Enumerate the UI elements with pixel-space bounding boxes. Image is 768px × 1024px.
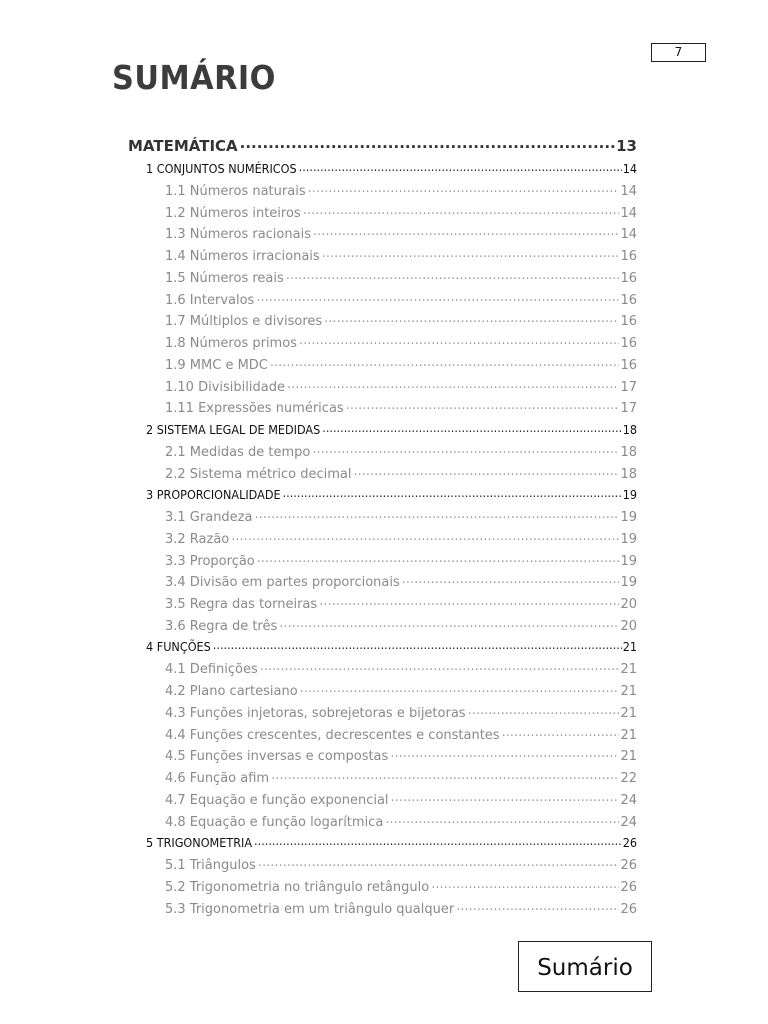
toc-entry-page: 16 <box>620 314 637 330</box>
toc-entry-label: 5.3 Trigonometria em um triângulo qualquer <box>165 901 455 917</box>
toc-item[interactable] <box>165 508 637 525</box>
toc-entry-page: 19 <box>620 510 637 525</box>
toc-entry-label: 1.7 Múltiplos e divisores <box>165 314 323 330</box>
toc-item[interactable] <box>165 269 637 286</box>
toc-entry-label: 4.8 Equação e função logarítmica <box>165 814 384 830</box>
toc-entry-page: 19 <box>622 486 637 502</box>
dot-leader <box>502 726 620 739</box>
page-number: 7 <box>651 43 706 62</box>
toc-entry-page: 17 <box>620 401 637 417</box>
toc-entry-page: 20 <box>620 597 637 612</box>
toc-chapter[interactable] <box>146 421 637 437</box>
toc-item[interactable] <box>165 312 637 329</box>
toc-entry-label: 3.1 Grandeza <box>165 510 253 525</box>
toc-entry-page: 16 <box>620 270 637 286</box>
toc-entry-page: 21 <box>620 727 637 743</box>
dot-leader <box>385 813 619 826</box>
toc-entry-label: 1.1 Números naturais <box>165 183 306 199</box>
toc-entry-page: 26 <box>620 858 637 873</box>
toc-entry-page: 19 <box>620 575 637 591</box>
toc-item[interactable] <box>165 552 637 569</box>
toc-item[interactable] <box>165 747 637 764</box>
dot-leader <box>468 704 620 717</box>
toc-item[interactable] <box>165 660 637 677</box>
toc-entry-page: 14 <box>620 205 637 221</box>
toc-item[interactable] <box>165 682 637 699</box>
toc-entry-label: 4.6 Função afim <box>165 771 270 786</box>
dot-leader <box>256 291 619 304</box>
toc-item[interactable] <box>165 225 637 242</box>
dot-leader <box>286 269 620 282</box>
toc-entry-label: 3.4 Divisão em partes proporcionais <box>165 575 400 591</box>
dot-leader <box>258 856 620 869</box>
dot-leader <box>299 160 622 173</box>
toc-entry-label: 1.8 Números primos <box>165 336 297 351</box>
toc-entry-page: 21 <box>620 684 637 699</box>
toc-entry-page: 20 <box>620 618 637 634</box>
dot-leader <box>322 247 620 260</box>
toc-entry-page: 22 <box>620 771 637 786</box>
dot-leader <box>402 573 620 586</box>
toc-entry-page: 21 <box>620 705 637 721</box>
toc-entry-page: 19 <box>620 531 637 547</box>
toc-item[interactable] <box>165 595 637 612</box>
toc-item[interactable] <box>165 291 637 308</box>
toc-item[interactable] <box>165 399 637 416</box>
toc-entry-page: 21 <box>620 749 637 765</box>
toc-entry-label: 4.4 Funções crescentes, decrescentes e constantes <box>165 727 500 743</box>
toc-entry-label: 2.2 Sistema métrico decimal <box>165 466 352 482</box>
toc-entry-label: 1.2 Números inteiros <box>165 205 301 221</box>
toc-entry-page: 26 <box>620 879 637 895</box>
toc-entry-label: 1.6 Intervalos <box>165 292 255 308</box>
toc-entry-label: 4.7 Equação e função exponencial <box>165 792 389 808</box>
toc-entry-label: 1.9 MMC e MDC <box>165 357 268 373</box>
page-title: SUMÁRIO <box>112 58 276 97</box>
toc-item[interactable] <box>165 856 637 873</box>
toc-heading[interactable] <box>128 136 637 155</box>
toc-item[interactable] <box>165 726 637 743</box>
dot-leader <box>431 878 619 891</box>
footer-section-label: Sumário <box>518 941 652 992</box>
dot-leader <box>240 136 615 151</box>
toc-item[interactable] <box>165 465 637 482</box>
dot-leader <box>456 900 619 913</box>
dot-leader <box>254 834 622 847</box>
dot-leader <box>346 399 620 412</box>
toc-entry-page: 19 <box>620 553 637 569</box>
toc-item[interactable] <box>165 356 637 373</box>
dot-leader <box>231 530 619 543</box>
dot-leader <box>257 552 620 565</box>
toc-entry-page: 24 <box>620 814 637 830</box>
toc-entry-label: 5.1 Triângulos <box>165 858 256 873</box>
dot-leader <box>319 595 619 608</box>
toc-item[interactable] <box>165 204 637 221</box>
toc-item[interactable] <box>165 182 637 199</box>
toc-entry-label: 4.5 Funções inversas e compostas <box>165 749 389 765</box>
toc-entry-page: 18 <box>620 444 637 460</box>
toc-entry-label: 1.3 Números racionais <box>165 227 311 243</box>
dot-leader <box>313 225 619 238</box>
toc-chapter[interactable] <box>146 160 637 176</box>
toc-entry-page: 24 <box>620 792 637 808</box>
dot-leader <box>390 747 619 760</box>
toc-entry-label: 5 TRIGONOMETRIA <box>146 834 253 850</box>
toc-entry-label: 3.5 Regra das torneiras <box>165 597 318 612</box>
dot-leader <box>283 486 622 499</box>
dot-leader <box>270 356 620 369</box>
toc-item[interactable] <box>165 769 637 786</box>
toc-entry-page: 21 <box>622 639 637 654</box>
toc-entry-page: 14 <box>620 183 637 199</box>
toc-chapter[interactable] <box>146 486 637 502</box>
toc-entry-label: 1.10 Divisibilidade <box>165 379 285 395</box>
toc-entry-label: 4.3 Funções injetoras, sobrejetoras e bijetoras <box>165 705 466 721</box>
toc-item[interactable] <box>165 878 637 895</box>
dot-leader <box>354 465 620 478</box>
toc-item[interactable] <box>165 704 637 721</box>
toc-entry-label: 1.11 Expressões numéricas <box>165 401 344 417</box>
toc-item[interactable] <box>165 334 637 351</box>
toc-chapter[interactable] <box>146 834 637 850</box>
dot-leader <box>391 791 620 804</box>
toc-item[interactable] <box>165 378 637 395</box>
dot-leader <box>279 617 619 630</box>
toc-entry-label: 2 SISTEMA LEGAL DE MEDIDAS <box>146 421 321 437</box>
toc-entry-label: 3 PROPORCIONALIDADE <box>146 486 281 502</box>
toc-entry-label: 1 CONJUNTOS NUMÉRICOS <box>146 160 297 176</box>
toc-entry-page: 13 <box>616 137 637 155</box>
toc-entry-page: 16 <box>620 292 637 308</box>
toc-item[interactable] <box>165 900 637 917</box>
dot-leader <box>260 660 620 673</box>
toc-entry-page: 14 <box>620 227 637 243</box>
toc-entry-page: 18 <box>622 421 637 437</box>
toc-item[interactable] <box>165 530 637 547</box>
toc-item[interactable] <box>165 247 637 264</box>
toc-entry-page: 17 <box>620 379 637 395</box>
toc-entry-page: 26 <box>622 834 637 850</box>
toc-chapter[interactable] <box>146 639 637 655</box>
dot-leader <box>299 334 620 347</box>
dot-leader <box>312 443 619 456</box>
toc-entry-label: 1.5 Números reais <box>165 270 284 286</box>
dot-leader <box>300 682 620 695</box>
toc-entry-page: 21 <box>620 662 637 678</box>
toc-item[interactable] <box>165 573 637 590</box>
dot-leader <box>322 421 621 434</box>
toc-entry-page: 26 <box>620 901 637 917</box>
dot-leader <box>254 508 619 521</box>
dot-leader <box>213 639 622 652</box>
toc-entry-label: 5.2 Trigonometria no triângulo retângulo <box>165 879 430 895</box>
toc-entry-label: 4 FUNÇÕES <box>146 639 211 654</box>
dot-leader <box>287 378 620 391</box>
toc-entry-page: 16 <box>620 336 637 351</box>
dot-leader <box>271 769 619 782</box>
toc-entry-label: 4.2 Plano cartesiano <box>165 684 298 699</box>
toc-item[interactable] <box>165 813 637 830</box>
toc-item[interactable] <box>165 617 637 634</box>
toc-entry-label: 2.1 Medidas de tempo <box>165 444 311 460</box>
dot-leader <box>308 182 620 195</box>
toc-item[interactable] <box>165 443 637 460</box>
toc-entry-page: 16 <box>620 249 637 264</box>
toc-item[interactable] <box>165 791 637 808</box>
toc-entry-page: 18 <box>620 466 637 482</box>
toc-entry-page: 14 <box>622 160 637 176</box>
dot-leader <box>324 312 619 325</box>
toc-entry-page: 16 <box>620 357 637 373</box>
toc-entry-label: MATEMÁTICA <box>128 137 238 155</box>
dot-leader <box>303 204 620 217</box>
toc-entry-label: 1.4 Números irracionais <box>165 249 320 264</box>
toc-entry-label: 4.1 Definições <box>165 662 258 678</box>
toc-entry-label: 3.6 Regra de três <box>165 618 278 634</box>
toc-entry-label: 3.2 Razão <box>165 531 230 547</box>
toc-entry-label: 3.3 Proporção <box>165 553 255 569</box>
